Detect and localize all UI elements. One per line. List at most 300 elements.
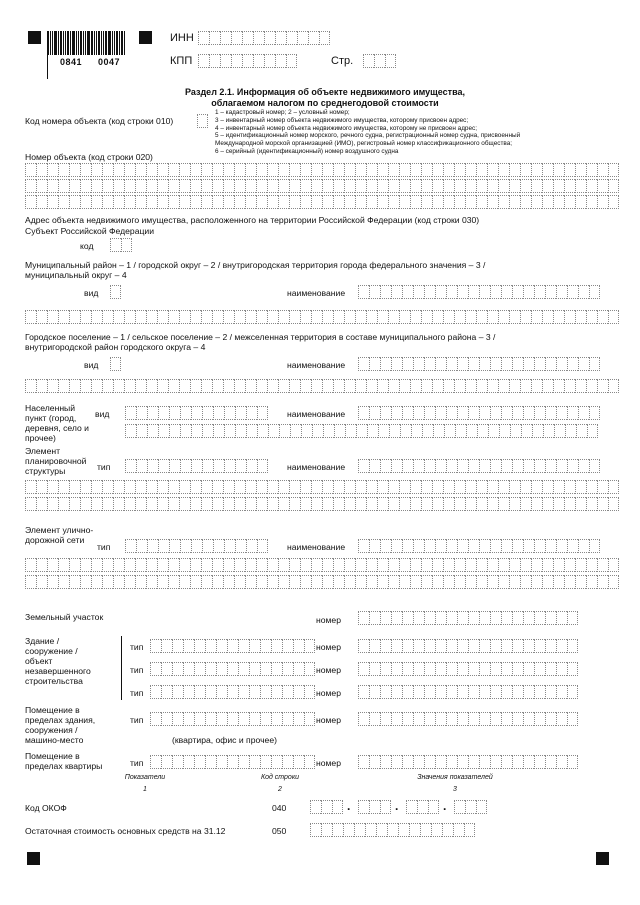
input-cell[interactable] — [282, 755, 293, 769]
input-cell[interactable] — [586, 497, 597, 511]
input-cell[interactable] — [468, 662, 479, 676]
input-cell[interactable] — [113, 497, 124, 511]
input-cell[interactable] — [487, 195, 498, 209]
input-cell[interactable] — [202, 406, 213, 420]
input-cell[interactable] — [476, 558, 487, 572]
input-cell[interactable] — [446, 357, 457, 371]
input-cell[interactable] — [446, 662, 457, 676]
input-cell[interactable] — [534, 755, 545, 769]
input-cell[interactable] — [300, 558, 311, 572]
input-cell[interactable] — [235, 539, 246, 553]
input-cell[interactable] — [358, 357, 369, 371]
input-cell[interactable] — [355, 575, 366, 589]
input-cell[interactable] — [413, 459, 424, 473]
input-cell[interactable] — [267, 310, 278, 324]
input-cell[interactable] — [91, 195, 102, 209]
input-cell[interactable] — [402, 662, 413, 676]
input-cell[interactable] — [158, 406, 169, 420]
input-cell[interactable] — [234, 195, 245, 209]
input-cell[interactable] — [377, 179, 388, 193]
input-cell[interactable] — [311, 480, 322, 494]
input-cell[interactable] — [238, 712, 249, 726]
input-cell[interactable] — [454, 800, 465, 814]
input-cell[interactable] — [567, 357, 578, 371]
input-cell[interactable] — [501, 357, 512, 371]
input-cell[interactable] — [36, 480, 47, 494]
input-cell[interactable] — [213, 406, 224, 420]
input-cell[interactable] — [531, 558, 542, 572]
input-cell[interactable] — [597, 575, 608, 589]
input-cell[interactable] — [556, 662, 567, 676]
input-cell[interactable] — [36, 163, 47, 177]
input-cell[interactable] — [235, 424, 246, 438]
input-cell[interactable] — [227, 639, 238, 653]
input-cell[interactable] — [468, 459, 479, 473]
input-cell[interactable] — [289, 558, 300, 572]
input-cell[interactable] — [589, 285, 600, 299]
input-cell[interactable] — [413, 639, 424, 653]
input-cell[interactable] — [311, 163, 322, 177]
input-cell[interactable] — [231, 31, 242, 45]
input-cell[interactable] — [278, 195, 289, 209]
input-cell[interactable] — [479, 755, 490, 769]
input-cell[interactable] — [209, 31, 220, 45]
input-cell[interactable] — [465, 497, 476, 511]
building-number-field-2[interactable] — [358, 662, 578, 676]
input-cell[interactable] — [435, 285, 446, 299]
input-cell[interactable] — [300, 575, 311, 589]
input-cell[interactable] — [201, 497, 212, 511]
input-cell[interactable] — [246, 459, 257, 473]
input-cell[interactable] — [135, 195, 146, 209]
input-cell[interactable] — [499, 424, 510, 438]
input-cell[interactable] — [501, 639, 512, 653]
input-cell[interactable] — [190, 575, 201, 589]
input-cell[interactable] — [488, 424, 499, 438]
input-cell[interactable] — [468, 685, 479, 699]
input-cell[interactable] — [564, 179, 575, 193]
input-cell[interactable] — [553, 497, 564, 511]
input-cell[interactable] — [402, 712, 413, 726]
input-cell[interactable] — [333, 480, 344, 494]
input-cell[interactable] — [304, 755, 315, 769]
input-cell[interactable] — [454, 480, 465, 494]
input-cell[interactable] — [124, 379, 135, 393]
input-cell[interactable] — [363, 54, 374, 68]
input-cell[interactable] — [523, 662, 534, 676]
input-cell[interactable] — [158, 539, 169, 553]
input-cell[interactable] — [183, 639, 194, 653]
input-cell[interactable] — [183, 755, 194, 769]
input-cell[interactable] — [168, 379, 179, 393]
input-cell[interactable] — [322, 575, 333, 589]
input-cell[interactable] — [358, 611, 369, 625]
input-cell[interactable] — [289, 480, 300, 494]
input-cell[interactable] — [343, 823, 354, 837]
input-cell[interactable] — [191, 424, 202, 438]
input-cell[interactable] — [597, 379, 608, 393]
input-cell[interactable] — [311, 179, 322, 193]
input-cell[interactable] — [586, 310, 597, 324]
input-cell[interactable] — [567, 611, 578, 625]
input-cell[interactable] — [424, 459, 435, 473]
input-cell[interactable] — [589, 357, 600, 371]
input-cell[interactable] — [223, 310, 234, 324]
input-cell[interactable] — [234, 379, 245, 393]
input-cell[interactable] — [257, 459, 268, 473]
input-cell[interactable] — [556, 611, 567, 625]
input-cell[interactable] — [69, 480, 80, 494]
input-cell[interactable] — [468, 285, 479, 299]
input-cell[interactable] — [267, 480, 278, 494]
input-cell[interactable] — [190, 497, 201, 511]
input-cell[interactable] — [413, 611, 424, 625]
input-cell[interactable] — [479, 539, 490, 553]
settlement-kind-field[interactable] — [110, 357, 121, 371]
input-cell[interactable] — [479, 685, 490, 699]
input-cell[interactable] — [168, 575, 179, 589]
input-cell[interactable] — [567, 285, 578, 299]
input-cell[interactable] — [454, 497, 465, 511]
input-cell[interactable] — [391, 539, 402, 553]
input-cell[interactable] — [332, 800, 343, 814]
input-cell[interactable] — [510, 424, 521, 438]
input-cell[interactable] — [102, 379, 113, 393]
input-cell[interactable] — [202, 539, 213, 553]
input-cell[interactable] — [523, 639, 534, 653]
input-cell[interactable] — [523, 539, 534, 553]
input-cell[interactable] — [190, 480, 201, 494]
input-cell[interactable] — [102, 195, 113, 209]
input-cell[interactable] — [110, 357, 121, 371]
input-cell[interactable] — [399, 558, 410, 572]
input-cell[interactable] — [432, 195, 443, 209]
input-cell[interactable] — [553, 575, 564, 589]
subject-code-field[interactable] — [110, 238, 132, 252]
input-cell[interactable] — [457, 285, 468, 299]
input-cell[interactable] — [366, 558, 377, 572]
input-cell[interactable] — [278, 558, 289, 572]
input-cell[interactable] — [344, 163, 355, 177]
input-cell[interactable] — [421, 195, 432, 209]
input-cell[interactable] — [490, 539, 501, 553]
input-cell[interactable] — [369, 357, 380, 371]
input-cell[interactable] — [443, 480, 454, 494]
input-cell[interactable] — [402, 611, 413, 625]
input-cell[interactable] — [556, 406, 567, 420]
input-cell[interactable] — [520, 195, 531, 209]
input-cell[interactable] — [80, 379, 91, 393]
input-cell[interactable] — [289, 379, 300, 393]
input-cell[interactable] — [245, 480, 256, 494]
input-cell[interactable] — [556, 539, 567, 553]
input-cell[interactable] — [542, 195, 553, 209]
planning-name-row-2[interactable] — [25, 480, 619, 494]
input-cell[interactable] — [333, 179, 344, 193]
input-cell[interactable] — [575, 163, 586, 177]
input-cell[interactable] — [576, 424, 587, 438]
input-cell[interactable] — [542, 163, 553, 177]
input-cell[interactable] — [545, 755, 556, 769]
input-cell[interactable] — [501, 662, 512, 676]
input-cell[interactable] — [545, 611, 556, 625]
input-cell[interactable] — [246, 406, 257, 420]
input-cell[interactable] — [512, 685, 523, 699]
input-cell[interactable] — [490, 459, 501, 473]
input-cell[interactable] — [278, 310, 289, 324]
input-cell[interactable] — [205, 662, 216, 676]
input-cell[interactable] — [179, 310, 190, 324]
input-cell[interactable] — [501, 285, 512, 299]
input-cell[interactable] — [25, 310, 36, 324]
input-cell[interactable] — [501, 611, 512, 625]
input-cell[interactable] — [322, 310, 333, 324]
input-cell[interactable] — [432, 497, 443, 511]
input-cell[interactable] — [344, 497, 355, 511]
input-cell[interactable] — [168, 163, 179, 177]
object-number-row-2[interactable] — [25, 179, 619, 193]
input-cell[interactable] — [380, 285, 391, 299]
input-cell[interactable] — [344, 558, 355, 572]
input-cell[interactable] — [608, 310, 619, 324]
input-cell[interactable] — [421, 497, 432, 511]
input-cell[interactable] — [468, 755, 479, 769]
municipal-name-row-1[interactable] — [358, 285, 600, 299]
input-cell[interactable] — [246, 539, 257, 553]
input-cell[interactable] — [399, 497, 410, 511]
input-cell[interactable] — [597, 310, 608, 324]
input-cell[interactable] — [366, 379, 377, 393]
input-cell[interactable] — [113, 310, 124, 324]
input-cell[interactable] — [446, 406, 457, 420]
input-cell[interactable] — [377, 480, 388, 494]
input-cell[interactable] — [223, 497, 234, 511]
input-cell[interactable] — [125, 459, 136, 473]
input-cell[interactable] — [113, 480, 124, 494]
input-cell[interactable] — [567, 459, 578, 473]
input-cell[interactable] — [69, 497, 80, 511]
input-cell[interactable] — [413, 539, 424, 553]
input-cell[interactable] — [146, 558, 157, 572]
input-cell[interactable] — [380, 800, 391, 814]
input-cell[interactable] — [344, 575, 355, 589]
input-cell[interactable] — [289, 163, 300, 177]
input-cell[interactable] — [290, 424, 301, 438]
input-cell[interactable] — [406, 800, 417, 814]
input-cell[interactable] — [179, 558, 190, 572]
input-cell[interactable] — [443, 179, 454, 193]
input-cell[interactable] — [553, 195, 564, 209]
input-cell[interactable] — [69, 310, 80, 324]
input-cell[interactable] — [289, 195, 300, 209]
input-cell[interactable] — [443, 379, 454, 393]
input-cell[interactable] — [168, 497, 179, 511]
input-cell[interactable] — [180, 424, 191, 438]
input-cell[interactable] — [36, 379, 47, 393]
input-cell[interactable] — [545, 357, 556, 371]
input-cell[interactable] — [264, 31, 275, 45]
input-cell[interactable] — [465, 800, 476, 814]
input-cell[interactable] — [234, 558, 245, 572]
input-cell[interactable] — [369, 539, 380, 553]
input-cell[interactable] — [257, 406, 268, 420]
input-cell[interactable] — [432, 379, 443, 393]
input-cell[interactable] — [102, 179, 113, 193]
input-cell[interactable] — [567, 755, 578, 769]
input-cell[interactable] — [102, 558, 113, 572]
input-cell[interactable] — [150, 639, 161, 653]
input-cell[interactable] — [278, 497, 289, 511]
input-cell[interactable] — [446, 285, 457, 299]
input-cell[interactable] — [413, 285, 424, 299]
input-cell[interactable] — [227, 662, 238, 676]
input-cell[interactable] — [113, 195, 124, 209]
input-cell[interactable] — [190, 310, 201, 324]
input-cell[interactable] — [553, 310, 564, 324]
input-cell[interactable] — [453, 823, 464, 837]
input-cell[interactable] — [147, 424, 158, 438]
input-cell[interactable] — [146, 179, 157, 193]
input-cell[interactable] — [435, 539, 446, 553]
input-cell[interactable] — [58, 558, 69, 572]
input-cell[interactable] — [25, 558, 36, 572]
input-cell[interactable] — [501, 539, 512, 553]
input-cell[interactable] — [575, 558, 586, 572]
input-cell[interactable] — [355, 480, 366, 494]
input-cell[interactable] — [409, 823, 420, 837]
input-cell[interactable] — [523, 406, 534, 420]
input-cell[interactable] — [479, 406, 490, 420]
input-cell[interactable] — [378, 424, 389, 438]
input-cell[interactable] — [245, 558, 256, 572]
street-name-row-1[interactable] — [358, 539, 600, 553]
input-cell[interactable] — [377, 497, 388, 511]
input-cell[interactable] — [180, 406, 191, 420]
input-cell[interactable] — [388, 179, 399, 193]
input-cell[interactable] — [435, 662, 446, 676]
input-cell[interactable] — [586, 195, 597, 209]
input-cell[interactable] — [110, 285, 121, 299]
input-cell[interactable] — [543, 424, 554, 438]
input-cell[interactable] — [124, 179, 135, 193]
input-cell[interactable] — [424, 357, 435, 371]
input-cell[interactable] — [238, 755, 249, 769]
input-cell[interactable] — [267, 195, 278, 209]
input-cell[interactable] — [58, 497, 69, 511]
input-cell[interactable] — [421, 179, 432, 193]
input-cell[interactable] — [212, 558, 223, 572]
input-cell[interactable] — [575, 179, 586, 193]
input-cell[interactable] — [435, 685, 446, 699]
input-cell[interactable] — [586, 558, 597, 572]
premises-type-field[interactable] — [150, 712, 315, 726]
input-cell[interactable] — [512, 662, 523, 676]
input-cell[interactable] — [300, 179, 311, 193]
input-cell[interactable] — [275, 54, 286, 68]
input-cell[interactable] — [424, 285, 435, 299]
input-cell[interactable] — [234, 497, 245, 511]
input-cell[interactable] — [369, 285, 380, 299]
building-number-field-1[interactable] — [358, 639, 578, 653]
input-cell[interactable] — [319, 31, 330, 45]
residual-value-field[interactable] — [310, 823, 475, 837]
input-cell[interactable] — [224, 424, 235, 438]
input-cell[interactable] — [289, 575, 300, 589]
input-cell[interactable] — [421, 575, 432, 589]
input-cell[interactable] — [213, 539, 224, 553]
input-cell[interactable] — [410, 558, 421, 572]
input-cell[interactable] — [124, 497, 135, 511]
input-cell[interactable] — [466, 424, 477, 438]
input-cell[interactable] — [300, 310, 311, 324]
input-cell[interactable] — [417, 800, 428, 814]
input-cell[interactable] — [293, 662, 304, 676]
input-cell[interactable] — [465, 558, 476, 572]
input-cell[interactable] — [235, 406, 246, 420]
input-cell[interactable] — [367, 424, 378, 438]
input-cell[interactable] — [432, 558, 443, 572]
input-cell[interactable] — [446, 685, 457, 699]
input-cell[interactable] — [332, 823, 343, 837]
input-cell[interactable] — [47, 575, 58, 589]
input-cell[interactable] — [157, 195, 168, 209]
input-cell[interactable] — [545, 285, 556, 299]
building-number-field-3[interactable] — [358, 685, 578, 699]
input-cell[interactable] — [509, 558, 520, 572]
input-cell[interactable] — [157, 179, 168, 193]
input-cell[interactable] — [245, 575, 256, 589]
input-cell[interactable] — [542, 379, 553, 393]
input-cell[interactable] — [597, 480, 608, 494]
input-cell[interactable] — [358, 406, 369, 420]
input-cell[interactable] — [147, 406, 158, 420]
input-cell[interactable] — [509, 179, 520, 193]
input-cell[interactable] — [512, 611, 523, 625]
input-cell[interactable] — [402, 639, 413, 653]
input-cell[interactable] — [366, 575, 377, 589]
input-cell[interactable] — [608, 497, 619, 511]
input-cell[interactable] — [531, 575, 542, 589]
input-cell[interactable] — [490, 639, 501, 653]
input-cell[interactable] — [91, 310, 102, 324]
input-cell[interactable] — [136, 539, 147, 553]
input-cell[interactable] — [564, 497, 575, 511]
input-cell[interactable] — [575, 310, 586, 324]
input-cell[interactable] — [146, 163, 157, 177]
input-cell[interactable] — [380, 611, 391, 625]
input-cell[interactable] — [501, 459, 512, 473]
input-cell[interactable] — [146, 575, 157, 589]
input-cell[interactable] — [157, 310, 168, 324]
input-cell[interactable] — [358, 712, 369, 726]
input-cell[interactable] — [531, 379, 542, 393]
input-cell[interactable] — [179, 195, 190, 209]
input-cell[interactable] — [410, 310, 421, 324]
okof-field-1[interactable] — [310, 800, 343, 814]
input-cell[interactable] — [124, 310, 135, 324]
input-cell[interactable] — [413, 712, 424, 726]
input-cell[interactable] — [36, 575, 47, 589]
input-cell[interactable] — [91, 558, 102, 572]
input-cell[interactable] — [432, 310, 443, 324]
input-cell[interactable] — [231, 54, 242, 68]
input-cell[interactable] — [158, 459, 169, 473]
input-cell[interactable] — [282, 712, 293, 726]
input-cell[interactable] — [366, 195, 377, 209]
input-cell[interactable] — [180, 459, 191, 473]
input-cell[interactable] — [542, 310, 553, 324]
input-cell[interactable] — [380, 639, 391, 653]
